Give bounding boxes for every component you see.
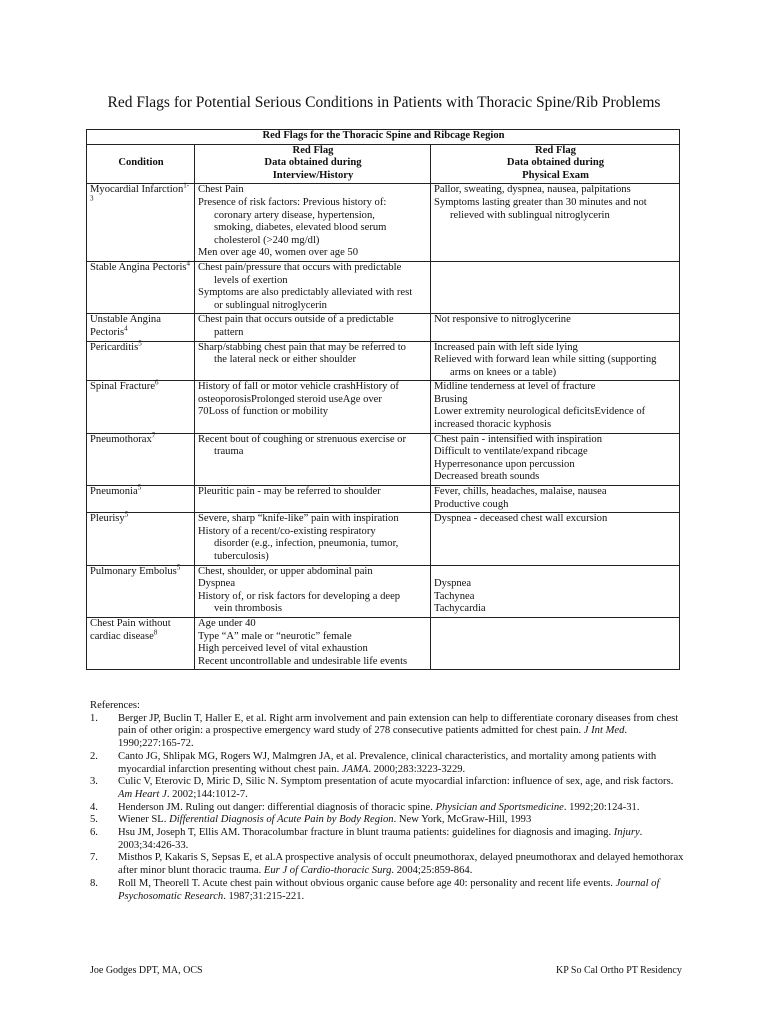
header-exam-line: Red Flag [535, 144, 576, 156]
reference-part: Berger JP, Buclin T, Haller E, et al. Right arm involvement and pain extension can help to differentiate coronary diseases from chest pain of other origin: a prospective emergency ward study of 278 consecutive patients admitted for chest pain. [118, 712, 679, 737]
exam-line: arms on knees or a table) [450, 366, 557, 378]
footer-author: Joe Godges DPT, MA, OCS [90, 965, 203, 976]
references-section [90, 700, 690, 903]
header-interview-line: Data obtained during [264, 157, 362, 169]
reference-source: Physician and Sportsmedicine [435, 801, 564, 813]
exam-cell [431, 314, 680, 341]
table-row [87, 184, 680, 262]
exam-cell [431, 565, 680, 617]
reference-number: 6. [90, 827, 98, 839]
reference-superscript: 1-3 [90, 181, 190, 203]
reference-source: J Int Med [583, 725, 625, 737]
interview-line: osteoporosisProlonged steroid useAge over [198, 393, 382, 405]
interview-cell [195, 314, 431, 341]
exam-line: Lower extremity neurological deficitsEvidence of [434, 406, 646, 418]
exam-cell [431, 261, 680, 313]
exam-cell [431, 341, 680, 381]
exam-cell [431, 486, 680, 513]
condition-name: Pneumonia [90, 486, 138, 498]
header-exam-line: Physical Exam [522, 169, 589, 181]
reference-superscript: 5 [176, 563, 181, 572]
reference-source: Eur J of Cardio-thoracic Surg [263, 865, 392, 877]
condition-name: Unstable Angina Pectoris [90, 314, 161, 338]
exam-line: Fever, chills, headaches, malaise, nausea [434, 486, 607, 498]
interview-line: tuberculosis) [214, 551, 269, 562]
interview-cell [195, 433, 431, 485]
table-row [87, 381, 680, 433]
interview-line: History of fall or motor vehicle crashHistory of [198, 381, 399, 393]
exam-line: Brusing [434, 393, 468, 405]
red-flags-table [86, 129, 680, 670]
exam-line: Dyspnea - deceased chest wall excursion [434, 513, 608, 525]
condition-name: Pneumothorax [90, 433, 152, 445]
interview-line: disorder (e.g., infection, pneumonia, tumor, [214, 538, 399, 550]
reference-part: . 1987;31:215-221. [223, 890, 305, 902]
reference-text [118, 751, 690, 776]
condition-name: Stable Angina Pectoris [90, 261, 187, 273]
interview-line: Chest, shoulder, or upper abdominal pain [198, 565, 373, 577]
table-caption: Red Flags for the Thoracic Spine and Ribcage Region [87, 130, 680, 145]
references-list [90, 713, 690, 904]
reference-part: . 1990;227:165-72. [118, 725, 628, 750]
exam-line: Tachynea [434, 590, 475, 602]
reference-part: Henderson JM. Ruling out danger: differential diagnosis of thoracic spine. [118, 801, 436, 813]
reference-item [90, 713, 690, 751]
reference-item [90, 751, 690, 776]
reference-part: Canto JG, Shlipak MG, Rogers WJ, Malmgren JA, et al. Prevalence, clinical characteristics, and mortality among patients with myocardial infarction presenting without chest pain. [118, 750, 657, 775]
table-row [87, 565, 680, 617]
condition-cell [87, 565, 195, 617]
reference-text [118, 814, 690, 827]
condition-name: Pericarditis [90, 341, 139, 353]
reference-part: . 1992;20:124-31. [563, 801, 640, 813]
interview-line: smoking, diabetes, elevated blood serum [214, 222, 387, 234]
interview-cell [195, 261, 431, 313]
interview-cell [195, 184, 431, 262]
table-row [87, 314, 680, 341]
reference-part: . 2004;25:859-864. [391, 865, 473, 877]
reference-text [118, 776, 690, 801]
condition-cell [87, 181, 195, 262]
interview-line: Recent bout of coughing or strenuous exercise or [198, 433, 406, 445]
reference-superscript: 4 [186, 259, 191, 268]
exam-line: Symptoms lasting greater than 30 minutes and not [434, 196, 647, 208]
interview-line: Dyspnea [198, 578, 236, 590]
condition-name: Pulmonary Embolus [90, 565, 177, 577]
interview-line: Recent uncontrollable and undesirable life events [198, 655, 408, 667]
exam-cell [431, 184, 680, 262]
reference-number: 4. [90, 801, 98, 813]
table-row [87, 513, 680, 565]
table-row [87, 261, 680, 313]
reference-number: 3. [90, 776, 98, 788]
reference-number: 1. [90, 712, 98, 724]
condition-cell [87, 261, 195, 313]
reference-part: . 2000;283:3223-3229. [368, 763, 466, 775]
exam-line: Chest pain - intensified with inspiration [434, 433, 603, 445]
document-title: Red Flags for Potential Serious Conditions in Patients with Thoracic Spine/Rib Problems [107, 94, 661, 111]
interview-line: Age under 40 [198, 617, 256, 629]
exam-cell [431, 617, 680, 669]
condition-name: Pleurisy [90, 513, 125, 525]
interview-line: High perceived level of vital exhaustion [198, 643, 368, 655]
interview-line: Men over age 40, women over age 50 [198, 247, 359, 259]
reference-part: . 2002;144:1012-7. [166, 788, 248, 800]
reference-source: Journal of Psychosomatic Research [118, 877, 660, 902]
header-condition: Condition [87, 144, 195, 184]
exam-line: Midline tenderness at level of fracture [434, 381, 596, 393]
condition-name: Spinal Fracture [90, 381, 156, 393]
interview-line: Sharp/stabbing chest pain that may be referred to [198, 341, 406, 353]
condition-cell [87, 378, 195, 433]
reference-source: JAMA [341, 763, 369, 775]
interview-line: History of, or risk factors for developing a deep [198, 590, 401, 602]
reference-part: Wiener SL. [118, 814, 170, 826]
header-exam [431, 144, 680, 184]
interview-line: cholesterol (>240 mg/dl) [214, 234, 320, 246]
exam-line: Difficult to ventilate/expand ribcage [434, 446, 588, 458]
interview-line: History of a recent/co-existing respiratory [198, 525, 376, 537]
interview-line: Type “A” male or “neurotic” female [198, 630, 352, 642]
table-body [87, 181, 680, 670]
interview-cell [195, 341, 431, 381]
table-row [87, 617, 680, 669]
exam-line: Productive cough [434, 498, 509, 510]
condition-cell [87, 617, 195, 669]
reference-superscript: 5 [138, 338, 142, 347]
reference-superscript: 5 [124, 510, 129, 519]
condition-name: Chest Pain without cardiac disease [90, 617, 171, 642]
interview-cell [195, 565, 431, 617]
reference-number: 2. [90, 750, 98, 762]
reference-text [118, 827, 690, 852]
header-interview [195, 144, 431, 184]
condition-cell [87, 510, 195, 565]
interview-line: Chest pain that occurs outside of a predictable [198, 314, 394, 326]
reference-superscript: 7 [151, 431, 156, 440]
exam-line: Decreased breath sounds [434, 471, 540, 483]
reference-part: Hsu JM, Joseph T, Ellis AM. Thoracolumbar fracture in blunt trauma patients: guidelines for diagnosis and imaging. [118, 827, 614, 839]
interview-line: Severe, sharp “knife-like” pain with inspiration [198, 513, 399, 525]
interview-line: or sublingual nitroglycerin [214, 299, 327, 311]
exam-line: relieved with sublingual nitroglycerin [450, 209, 610, 221]
reference-number: 5. [90, 814, 98, 826]
reference-source: Am Heart J [118, 788, 167, 800]
exam-line: Tachycardia [434, 603, 486, 615]
exam-line: Not responsive to nitroglycerine [434, 314, 571, 326]
interview-line: levels of exertion [214, 274, 288, 286]
reference-number: 8. [90, 877, 98, 889]
reference-item [90, 852, 690, 877]
exam-line: Dyspnea [434, 578, 472, 590]
header-interview-line: Interview/History [272, 169, 354, 181]
condition-cell [87, 483, 195, 513]
references-heading: References: [90, 700, 140, 711]
reference-item [90, 878, 690, 903]
reference-part: Roll M, Theorell T. Acute chest pain without obvious organic cause before age 40: personality and recent life events. [118, 877, 616, 889]
reference-text [118, 852, 690, 877]
header-exam-line: Data obtained during [506, 157, 605, 169]
table-row [87, 433, 680, 485]
reference-item [90, 814, 690, 827]
reference-text [118, 713, 690, 751]
interview-cell [195, 513, 431, 565]
reference-part: Misthos P, Kakaris S, Sepsas E, et al.A prospective analysis of occult pneumothorax, delayed pneumothorax and delayed hemothorax after minor blunt thoracic trauma. [118, 852, 684, 877]
table-row [87, 486, 680, 513]
reference-part: . 2003;34:426-33. [118, 827, 643, 851]
interview-line: Symptoms are also predictably alleviated with rest [198, 287, 413, 299]
interview-line: vein thrombosis [214, 603, 282, 615]
condition-name: Myocardial Infarction [90, 184, 184, 196]
exam-line: Increased pain with left side lying [434, 341, 578, 353]
footer-program: KP So Cal Ortho PT Residency [556, 965, 682, 976]
reference-superscript: 5 [137, 483, 142, 492]
interview-line: pattern [214, 326, 244, 338]
interview-line: trauma [214, 446, 244, 458]
interview-line: Chest pain/pressure that occurs with predictable [198, 261, 402, 273]
reference-superscript: 4 [124, 324, 128, 333]
reference-item [90, 802, 690, 815]
reference-number: 7. [90, 852, 98, 864]
reference-item [90, 827, 690, 852]
reference-part: Culic V, Eterovic D, Miric D, Silic N. Symptom presentation of acute myocardial infarction: influence of sex, age, and risk factors. [118, 776, 674, 788]
exam-cell [431, 513, 680, 565]
exam-line: increased thoracic kyphosis [434, 419, 552, 431]
header-interview-line: Red Flag [292, 144, 334, 156]
interview-line: Pleuritic pain - may be referred to shoulder [198, 486, 381, 498]
condition-cell [87, 433, 195, 485]
interview-line: 70Loss of function or mobility [198, 406, 329, 418]
interview-cell [195, 381, 431, 433]
reference-source: Injury [613, 827, 640, 839]
reference-part: . New York, McGraw-Hill, 1993 [393, 814, 532, 826]
reference-item [90, 776, 690, 801]
exam-line: Pallor, sweating, dyspnea, nausea, palpitations [434, 184, 631, 196]
reference-superscript: 6 [155, 378, 159, 387]
table-row [87, 341, 680, 381]
exam-line: Hyperresonance upon percussion [434, 458, 575, 470]
interview-cell [195, 617, 431, 669]
interview-line: Presence of risk factors: Previous history of: [198, 196, 387, 208]
interview-line: coronary artery disease, hypertension, [214, 209, 375, 221]
exam-line [434, 566, 677, 579]
reference-superscript: 8 [153, 628, 158, 637]
interview-line: the lateral neck or either shoulder [214, 354, 357, 366]
condition-cell [87, 338, 195, 381]
interview-cell [195, 486, 431, 513]
reference-text [118, 878, 690, 903]
exam-cell [431, 381, 680, 433]
exam-line: Relieved with forward lean while sitting (supporting [434, 354, 657, 366]
interview-line: Chest Pain [198, 184, 244, 196]
exam-cell [431, 433, 680, 485]
reference-text [118, 802, 690, 815]
condition-cell [87, 314, 195, 341]
reference-source: Differential Diagnosis of Acute Pain by Body Region [169, 814, 394, 826]
